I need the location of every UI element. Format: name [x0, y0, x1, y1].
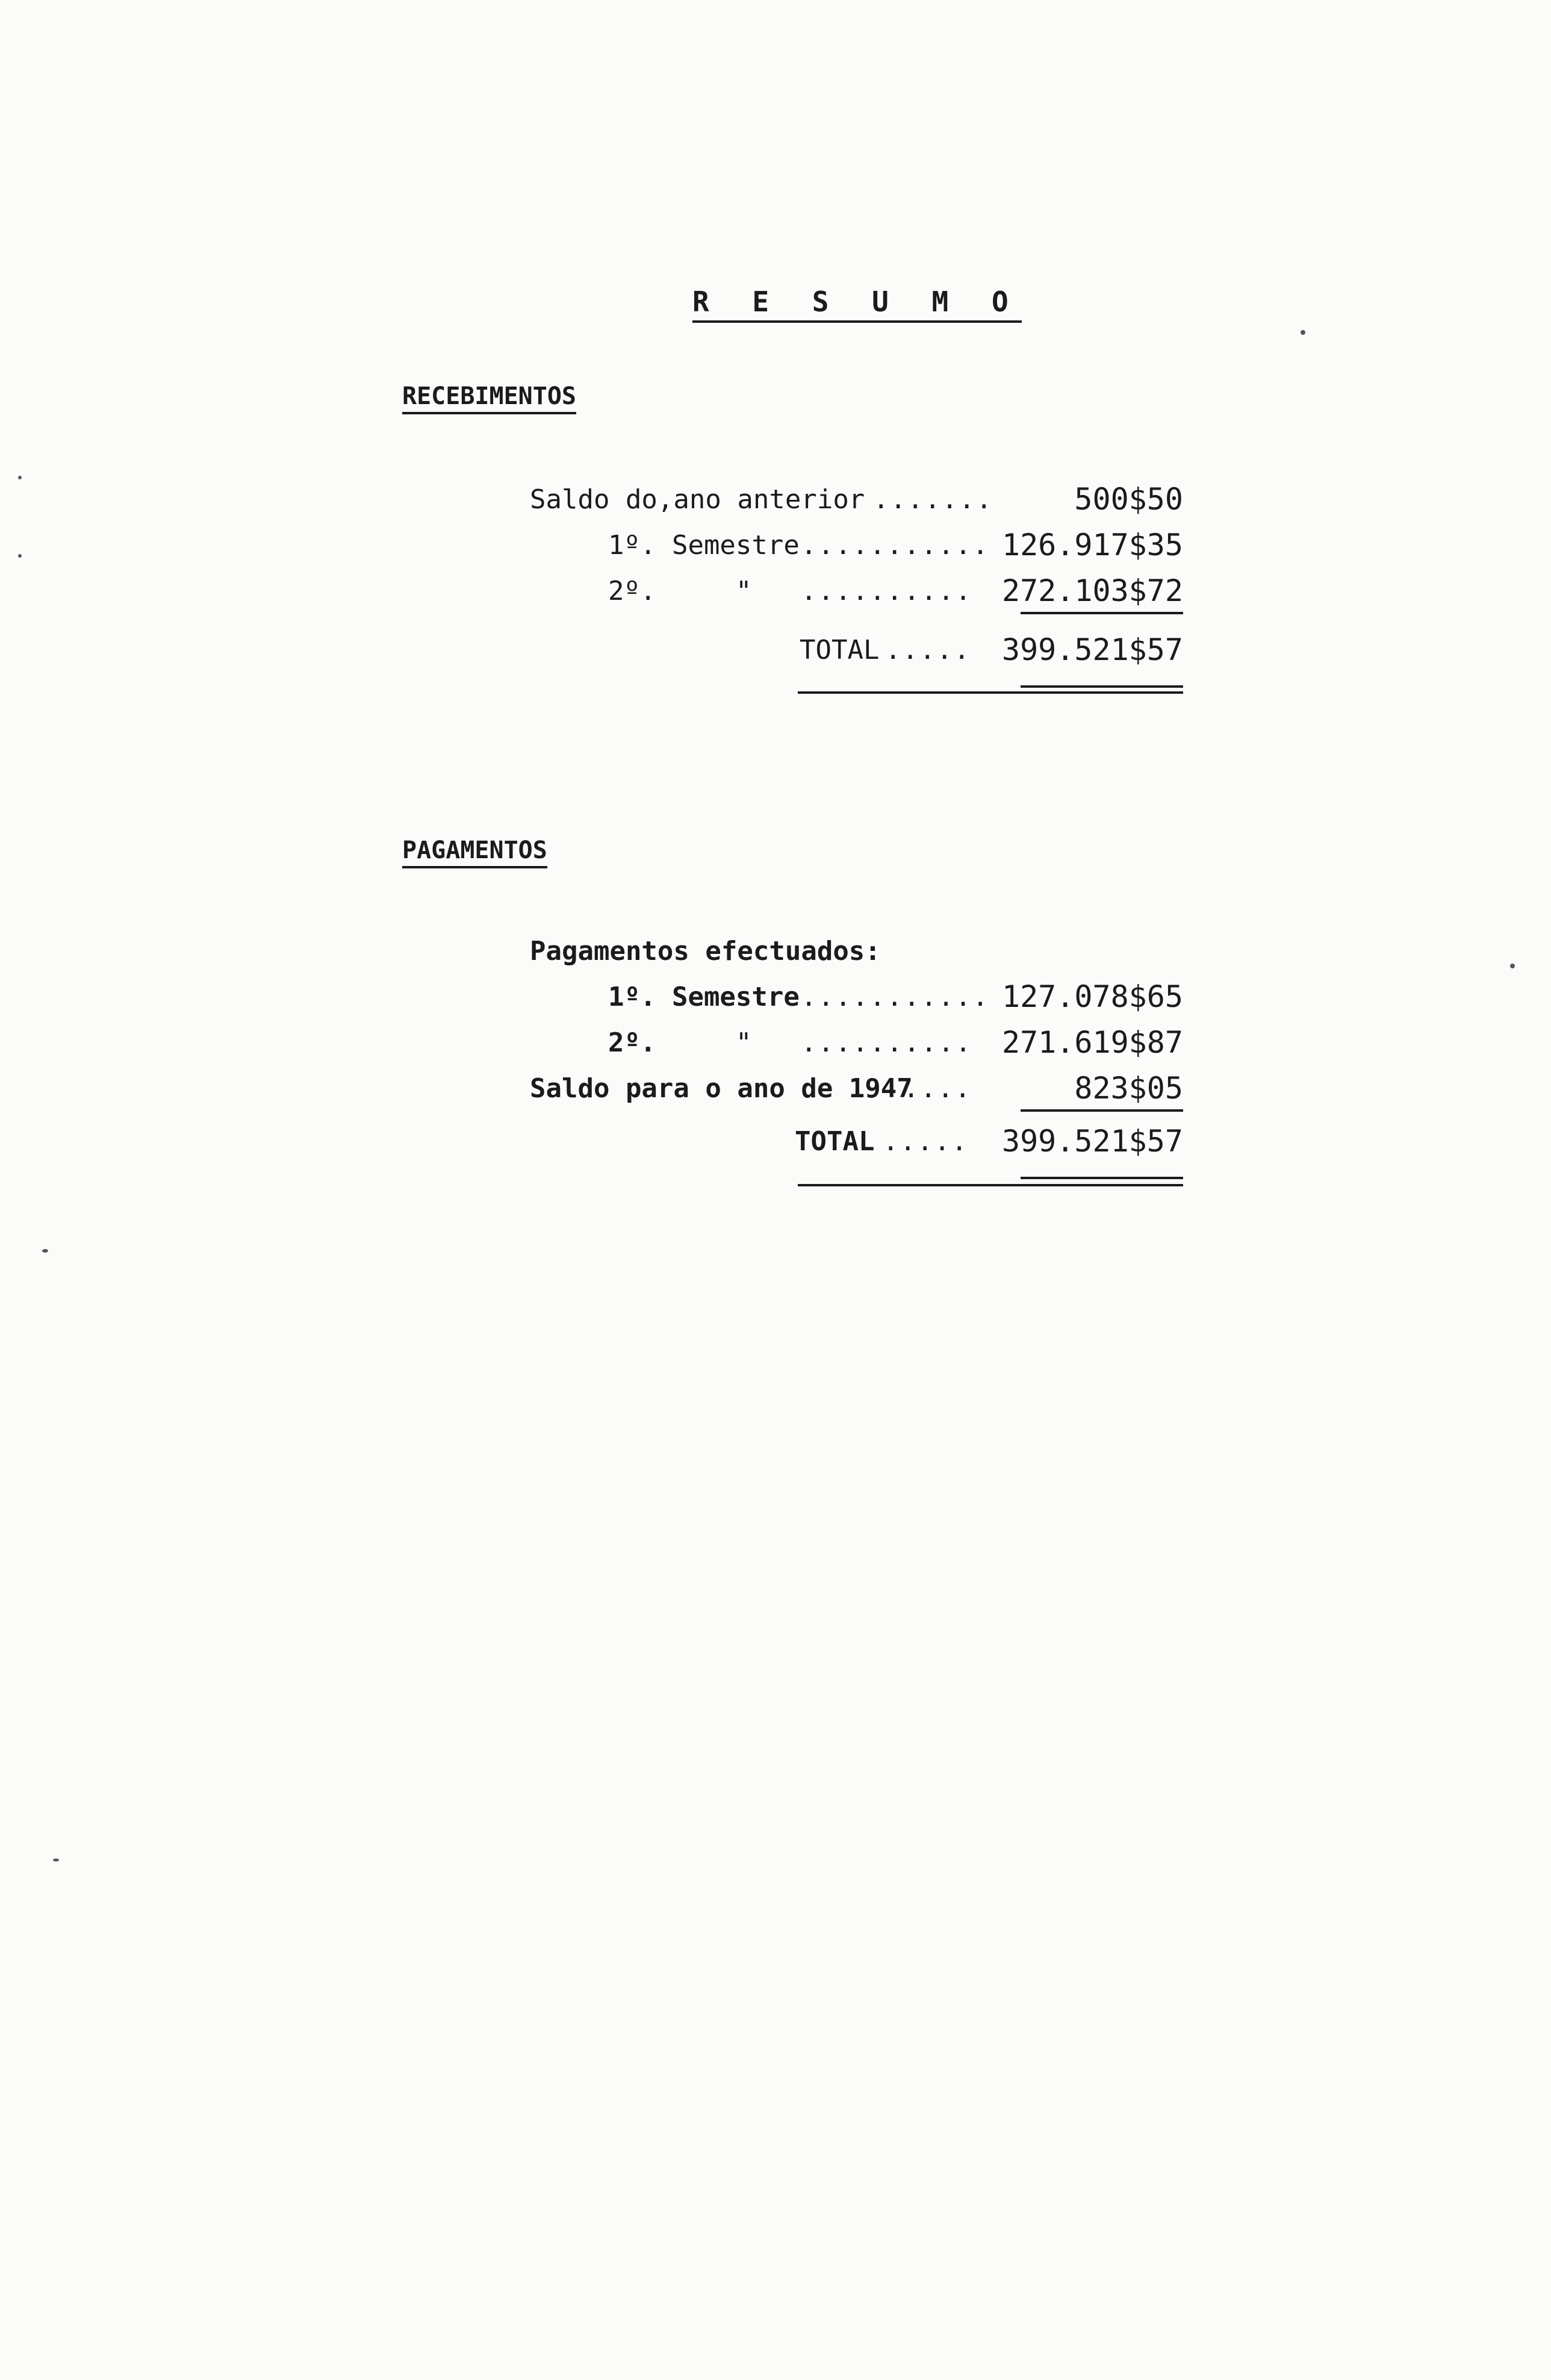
page-title: R E S U M O [692, 288, 1022, 323]
ditto-mark: " [736, 1027, 752, 1058]
receipt-row-label: Saldo do,ano anterior [530, 484, 865, 515]
ditto-mark: " [736, 576, 752, 606]
total-double-rule [1021, 1177, 1183, 1179]
receipt-row-dots: .......... [801, 576, 972, 606]
receipt-total-dots: ..... [885, 635, 971, 665]
receipt-row-amount: 126.917$35 [1001, 528, 1183, 562]
receipt-row-amount: 500$50 [1074, 482, 1183, 517]
payments-intro: Pagamentos efectuados: [530, 936, 881, 967]
payment-row-dots: ........... [801, 982, 990, 1012]
payment-row-label: Saldo para o ano de 1947 [530, 1073, 913, 1104]
receipt-row-amount: 272.103$72 [1001, 573, 1183, 608]
recebimentos-heading: RECEBIMENTOS [402, 384, 576, 414]
payment-row-dots: .......... [801, 1027, 972, 1058]
receipt-row-dots: ........... [801, 530, 990, 561]
scan-speck [1510, 964, 1515, 968]
payment-total-amount: 399.521$57 [1001, 1124, 1183, 1159]
subtotal-rule [1021, 612, 1183, 614]
scan-speck [18, 554, 22, 558]
scan-speck [53, 1858, 59, 1861]
receipt-total-label: TOTAL [800, 635, 880, 665]
receipt-row-label: 1º. Semestre [608, 530, 800, 561]
payment-total-dots: ..... [883, 1126, 969, 1157]
receipt-total-amount: 399.521$57 [1001, 632, 1183, 667]
scan-speck [18, 476, 22, 479]
total-rule [798, 691, 1183, 694]
payment-row-label: 2º. [608, 1027, 656, 1058]
scan-speck [1301, 330, 1305, 335]
payment-row-label: 1º. Semestre [608, 982, 800, 1012]
pagamentos-heading: PAGAMENTOS [402, 838, 547, 868]
payment-total-label: TOTAL [795, 1126, 875, 1157]
subtotal-rule [1021, 1109, 1183, 1112]
payment-row-amount: 271.619$87 [1001, 1025, 1183, 1060]
total-double-rule [1021, 685, 1183, 688]
payment-row-amount: 127.078$65 [1001, 979, 1183, 1014]
total-rule [798, 1184, 1183, 1186]
receipt-row-dots: ....... [873, 484, 993, 515]
payment-row-dots: .... [903, 1073, 972, 1104]
receipt-row-label: 2º. [608, 576, 656, 606]
payment-row-amount: 823$05 [1074, 1071, 1183, 1106]
scan-speck [42, 1249, 48, 1253]
